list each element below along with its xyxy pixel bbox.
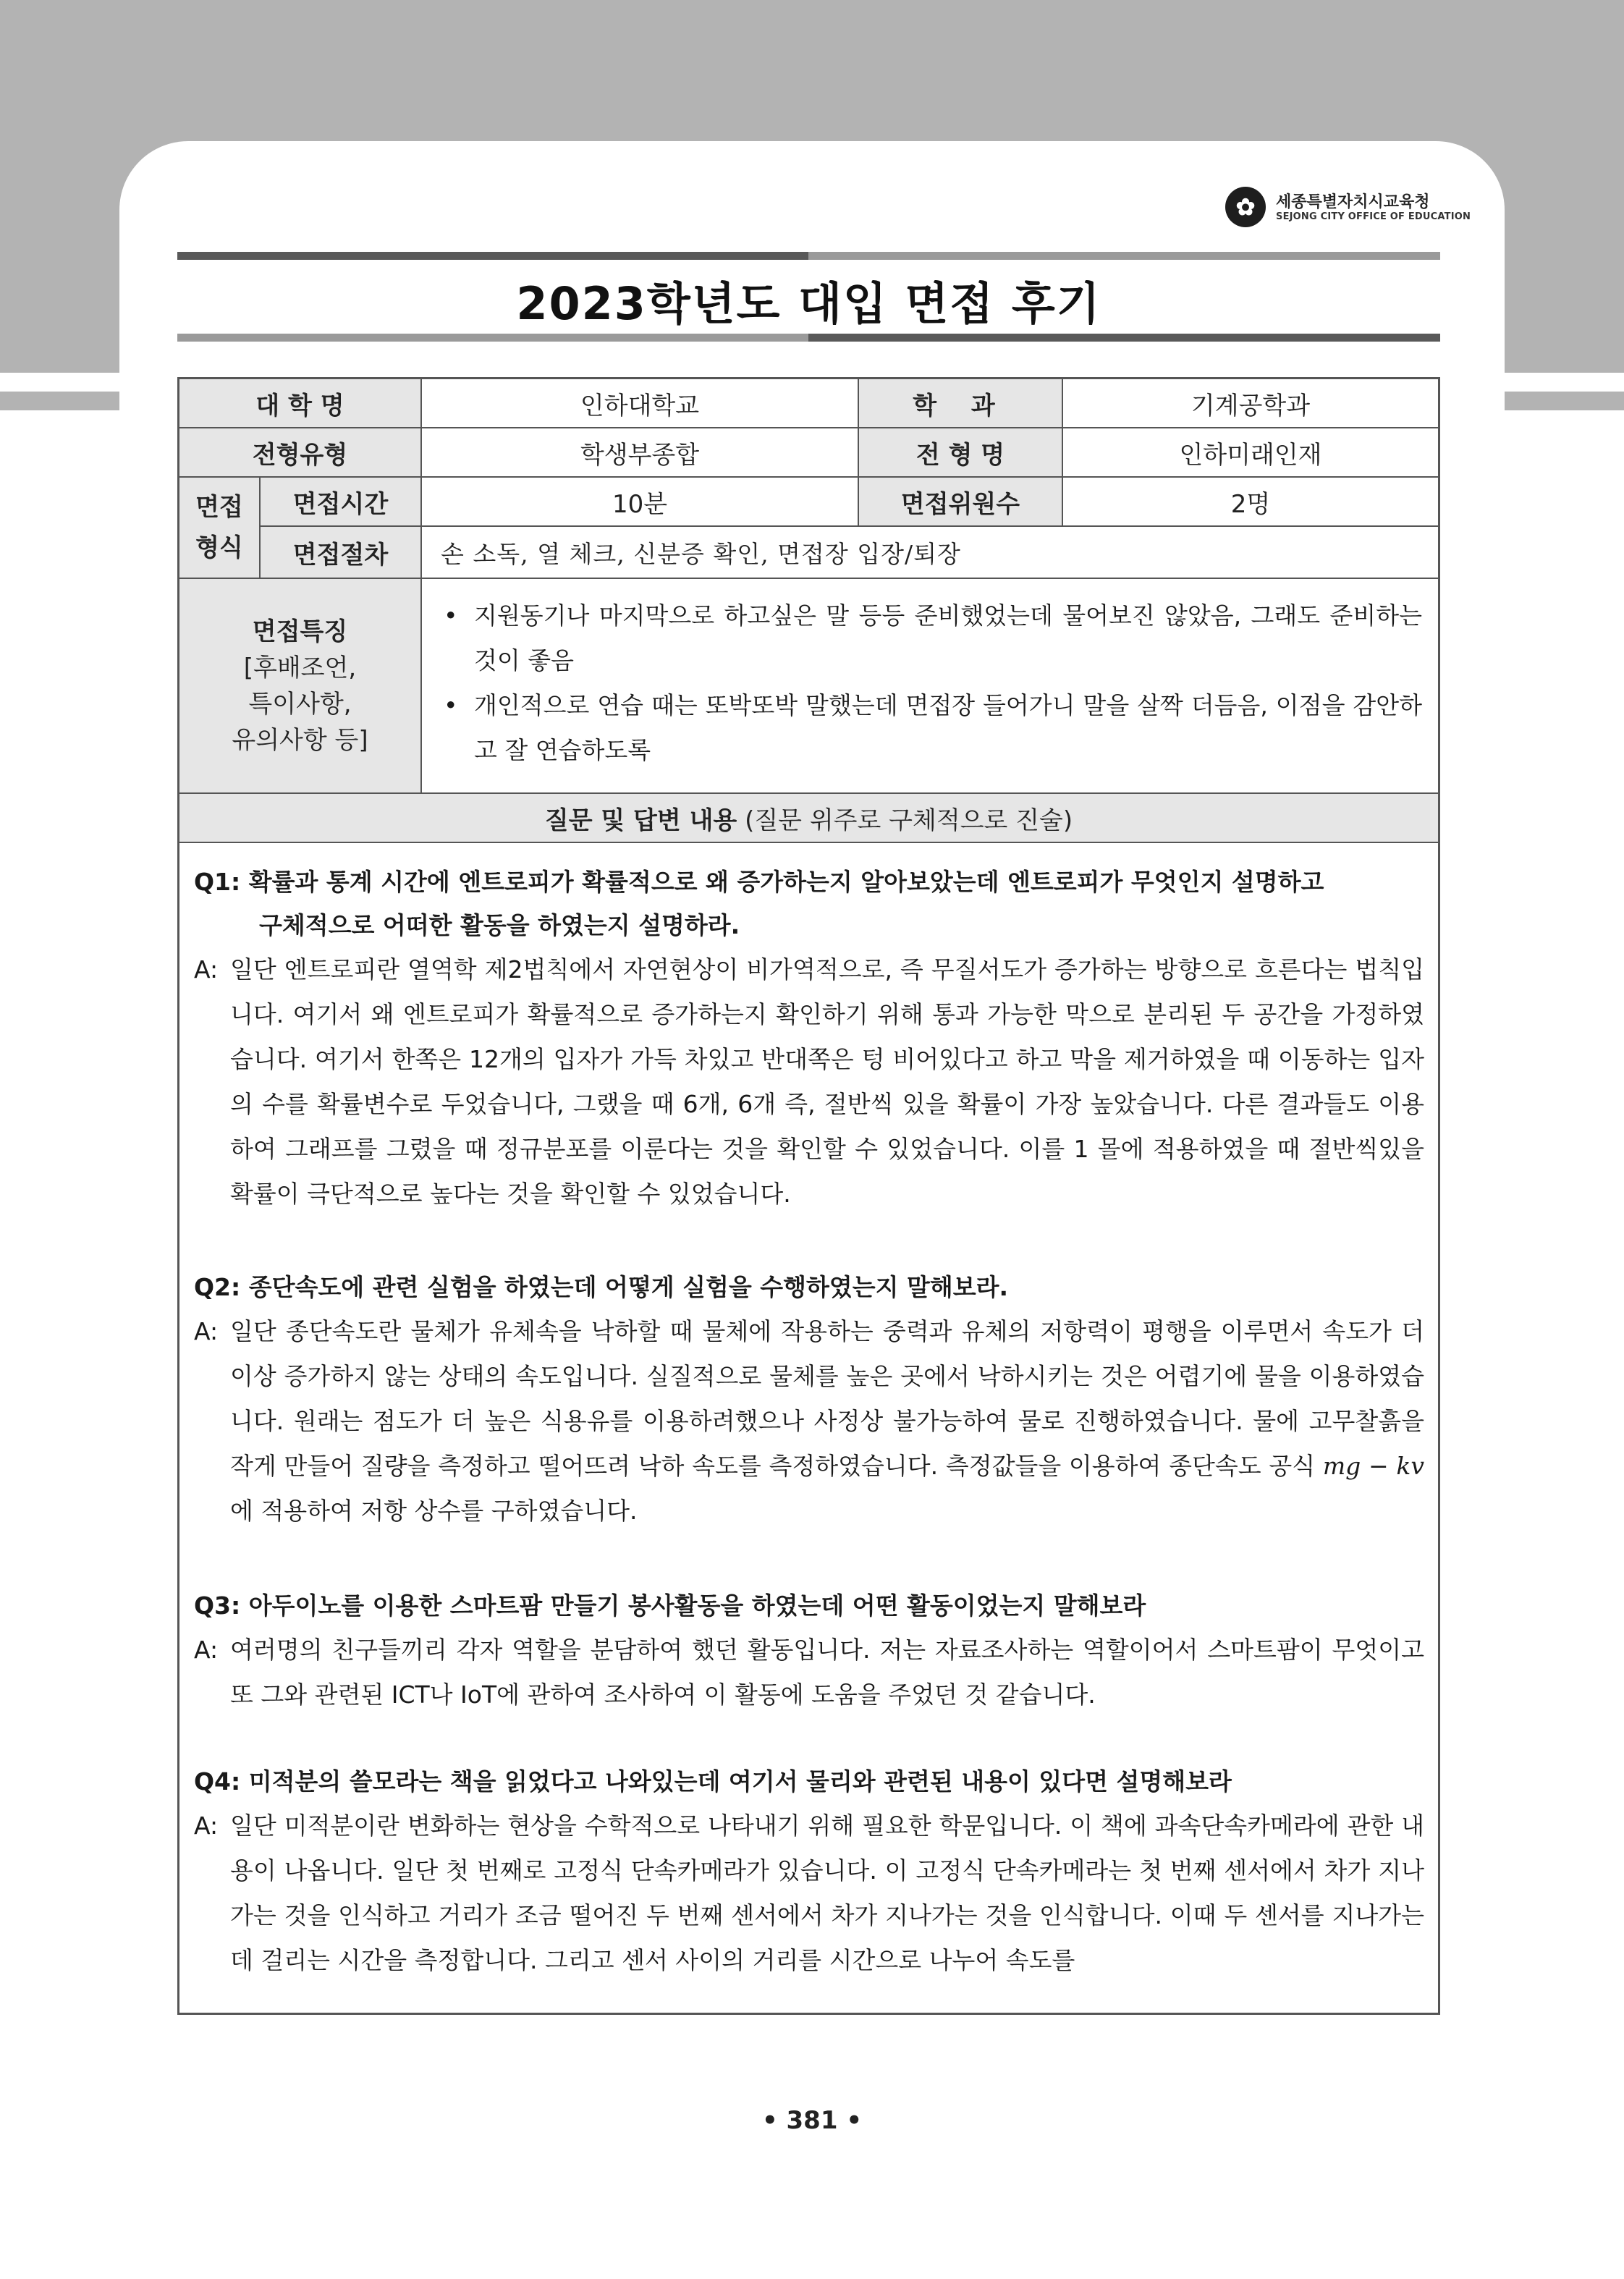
type-value: 학생부종합 <box>420 428 858 476</box>
track-label: 전 형 명 <box>858 428 1062 476</box>
section-note: (질문 위주로 구체적으로 진술) <box>737 806 1073 835</box>
title-rule-top <box>177 252 1440 260</box>
format-label-line2: 형식 <box>195 533 243 562</box>
logo-emblem-icon: ✿ <box>1225 187 1266 227</box>
qa-block-2 <box>194 1266 1424 1534</box>
interview-table <box>177 377 1440 2015</box>
question-1: Q1: 확률과 통계 시간에 엔트로피가 확률적으로 왜 증가하는지 알아보았는데 엔트로피가 무엇인지 설명하고 구체적으로 어떠한 활동을 하였는지 설명하라. <box>194 868 1324 939</box>
title-rule-bottom <box>177 334 1440 342</box>
page-title: 2023학년도 대입 면접 후기 <box>516 277 1101 330</box>
office-logo <box>1225 187 1471 230</box>
feature-list <box>420 579 1438 792</box>
type-label: 전형유형 <box>179 428 420 476</box>
dept-value: 기계공학과 <box>1062 379 1438 427</box>
right-side-bar <box>1505 392 1624 410</box>
feat-label <box>179 579 420 792</box>
logo-name: 세종특별자치시교육청 <box>1276 193 1430 211</box>
section-header <box>179 794 1438 842</box>
row-university <box>179 379 1438 428</box>
panel-value: 2명 <box>1062 478 1438 527</box>
qa-block-3 <box>194 1584 1424 1717</box>
proc-value: 손 소독, 열 체크, 신분증 확인, 면접장 입장/퇴장 <box>420 527 1438 578</box>
feature-item: • 개인적으로 연습 때는 또박또박 말했는데 면접장 들어가니 말을 살짝 더듬음, 이점을 감안하고 잘 연습하도록 <box>444 683 1422 773</box>
answer-1: A: 일단 엔트로피란 열역학 제2법칙에서 자연현상이 비가역적으로, 즉 무질서도가 증가하는 방향으로 흐른다는 법칙입니다. 여기서 왜 엔트로피가 확률적으로 증가하는지 확인하기 위해 통과 가능한 막으로 분리된 두 공간을 가정하였습니다. 여기서 한쪽은 12개의 입자가 가득 차있고 반대쪽은 텅 비어있다고 하고 막을 제거하였을 때 이동하는 입자의 수를 확률변수로 두었습니다, 그랬을 때 6개, 6개 즉, 절반씩 있을 확률이 가장 높았습니다. 다른 결과들도 이용하여 그래프를 그렸을 때 정규분포를 이룬다는 것을 확인할 수 있었습니다. 이를 1 몰에 적용하였을 때 절반씩있을 확률이 극단적으로 높다는 것을 확인할 수 있었습니다. <box>194 955 1424 1208</box>
track-value: 인하미래인재 <box>1062 428 1438 476</box>
format-label-line1: 면접 <box>195 493 243 522</box>
feat-label-line1: 면접특징 <box>252 617 348 646</box>
time-value: 10분 <box>420 478 858 527</box>
row-features <box>179 579 1438 794</box>
row-format <box>179 478 1438 579</box>
feat-label-line3: 특이사항, <box>248 689 352 719</box>
panel-label: 면접위원수 <box>858 478 1062 527</box>
formula: mg − kv <box>1322 1452 1425 1480</box>
page-number: • 381 • <box>761 2106 863 2135</box>
section-title: 질문 및 답변 내용 <box>544 806 737 835</box>
bullet-icon: • <box>444 691 458 719</box>
row-admission-type <box>179 428 1438 478</box>
format-label <box>179 478 259 578</box>
bullet-icon: • <box>444 601 458 630</box>
answer-2: A: 일단 종단속도란 물체가 유체속을 낙하할 때 물체에 작용하는 중력과 유체의 저항력이 평행을 이루면서 속도가 더 이상 증가하지 않는 상태의 속도입니다. 실질적으로 물체를 높은 곳에서 낙하시키는 것은 어렵기에 물을 이용하였습니다. 원래는 점도가 더 높은 식용유를 이용하려했으나 사정상 불가능하여 물로 진행하였습니다. 물에 고무찰흙을 작게 만들어 질량을 측정하고 떨어뜨려 낙하 속도를 측정하였습니다. 측정값들을 이용하여 종단속도 공식 mg − kv에 적용하여 저항 상수를 구하였습니다. <box>194 1317 1425 1525</box>
question-3: Q3: 아두이노를 이용한 스마트팜 만들기 봉사활동을 하였는데 어떤 활동이었는지 말해보라 <box>194 1591 1146 1620</box>
left-side-bar <box>0 392 119 410</box>
logo-subtitle: SEJONG CITY OFFICE OF EDUCATION <box>1276 211 1471 222</box>
qa-block-4 <box>194 1760 1424 1983</box>
feature-item: • 지원동기나 마지막으로 하고싶은 말 등등 준비했었는데 물어보진 않았음, 그래도 준비하는 것이 좋음 <box>444 593 1422 683</box>
univ-label: 대 학 명 <box>179 379 420 427</box>
question-4: Q4: 미적분의 쓸모라는 책을 읽었다고 나와있는데 여기서 물리와 관련된 내용이 있다면 설명해보라 <box>194 1767 1232 1796</box>
proc-label: 면접절차 <box>259 527 420 578</box>
dept-label: 학 과 <box>858 379 1062 427</box>
answer-3: A: 여러명의 친구들끼리 각자 역할을 분담하여 했던 활동입니다. 저는 자료조사하는 역할이어서 스마트팜이 무엇이고 또 그와 관련된 ICT나 IoT에 관하여 조사하여 이 활동에 도움을 주었던 것 같습니다. <box>194 1636 1424 1709</box>
time-label: 면접시간 <box>259 478 420 527</box>
question-2: Q2: 종단속도에 관련 실험을 하였는데 어떻게 실험을 수행하였는지 말해보라. <box>194 1273 1009 1301</box>
feat-label-line2: [후배조언, <box>243 653 357 682</box>
univ-value: 인하대학교 <box>420 379 858 427</box>
qa-block-1 <box>194 861 1424 1217</box>
answer-4: A: 일단 미적분이란 변화하는 현상을 수학적으로 나타내기 위해 필요한 학문입니다. 이 책에 과속단속카메라에 관한 내용이 나옵니다. 일단 첫 번째로 고정식 단속카메라가 있습니다. 이 고정식 단속카메라는 첫 번째 센서에서 차가 지나가는 것을 인식하고 거리가 조금 떨어진 두 번째 센서에서 차가 지나가는 것을 인식합니다. 이때 두 센서를 지나가는데 걸리는 시간을 측정합니다. 그리고 센서 사이의 거리를 시간으로 나누어 속도를 <box>194 1811 1424 1974</box>
feat-label-line4: 유의사항 등] <box>232 725 368 755</box>
row-section-header <box>179 794 1438 843</box>
